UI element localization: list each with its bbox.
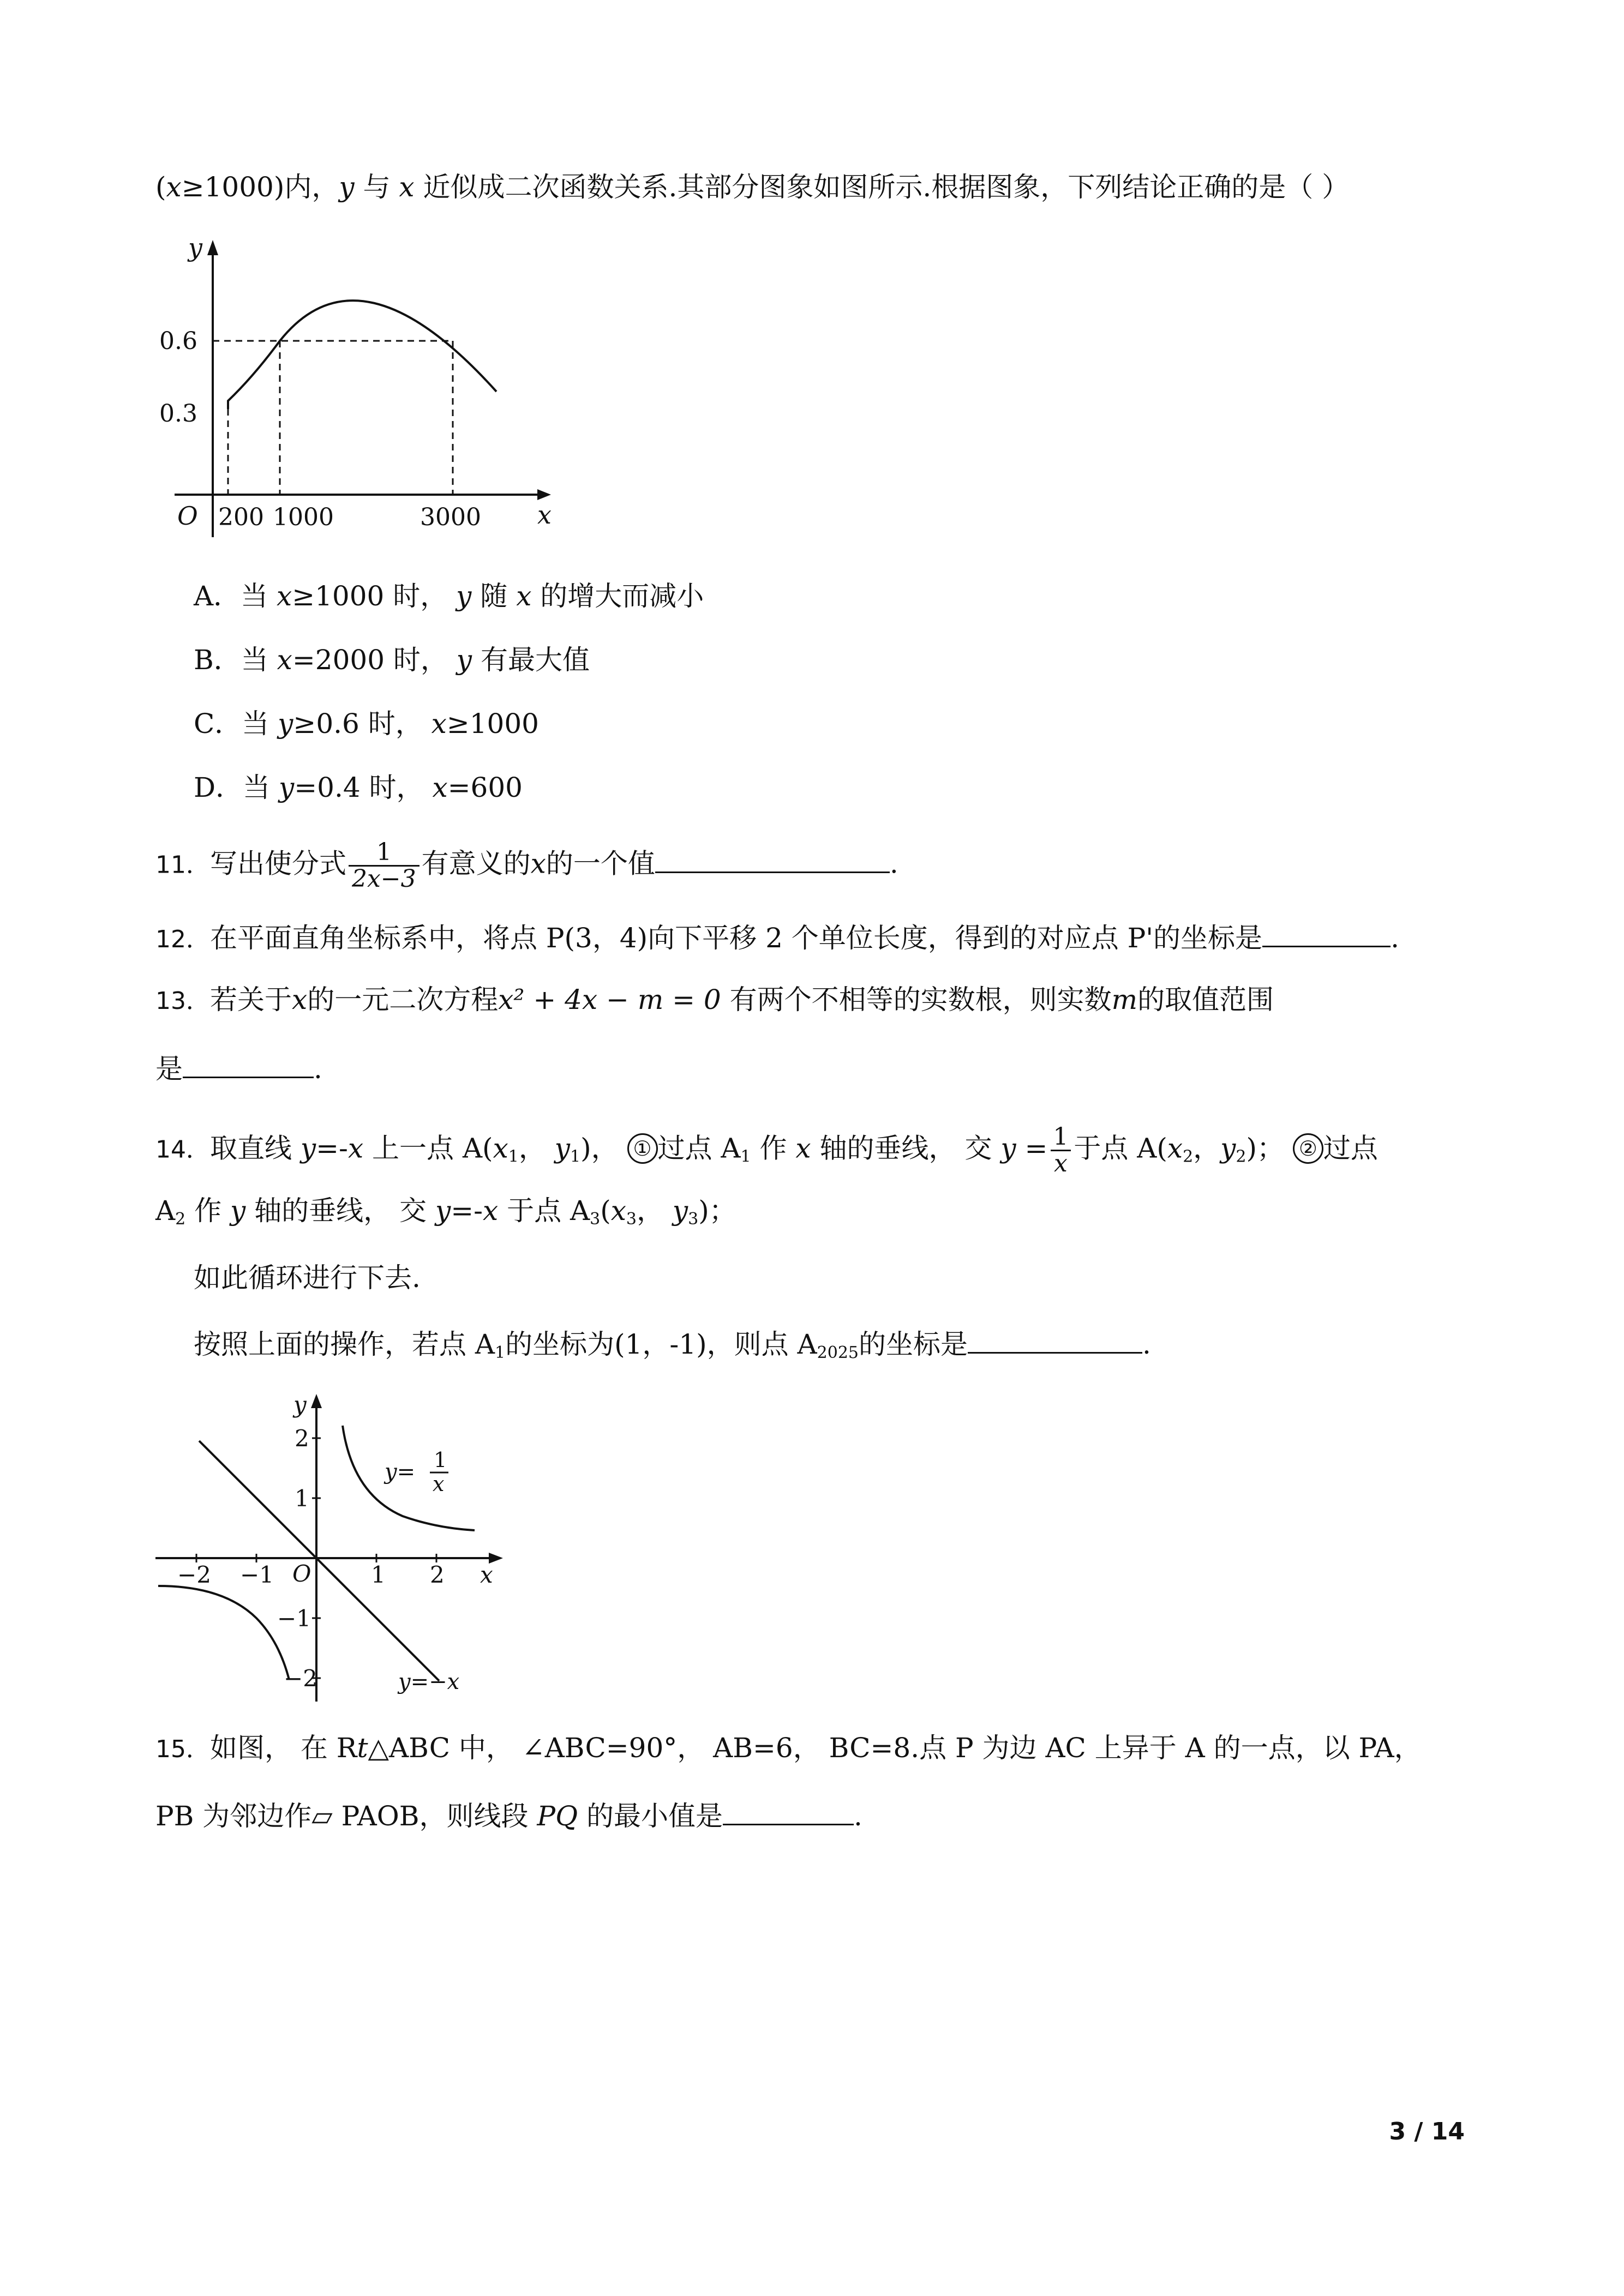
q14-graph-figure	[153, 1385, 524, 1712]
q14-graph-ytick-0: 2	[295, 1425, 309, 1452]
q12-answer-blank[interactable]	[1262, 922, 1391, 947]
q14-answer-blank[interactable]	[968, 1328, 1142, 1354]
q10-graph-xtick-0: 200	[218, 503, 264, 531]
q14-line-4: 按照上面的操作，若点 $A_1$的坐标为(1，-1)，则点 $A_{2025}$的坐标是 .	[194, 1329, 1151, 1362]
q14-graph-ytick-1: 1	[295, 1485, 309, 1512]
q14-graph-xtick-3: 2	[430, 1561, 445, 1588]
q10-graph-ytick-0: 0.6	[159, 327, 197, 355]
q12: 12．在平面直角坐标系中，将点 P(3，4)向下平移 2 个单位长度，得到的对应点 P'的坐标是 .	[155, 922, 1399, 954]
q11-answer-blank[interactable]	[655, 848, 890, 873]
q14-graph-xtick-1: −1	[240, 1561, 274, 1588]
q10-graph-xtick-2: 3000	[420, 503, 481, 531]
q14-graph-xtick-0: −2	[177, 1561, 211, 1588]
q15-line-1: 15．如图， 在 Rt△ABC 中， ∠ABC=90°， AB=6， BC=8.点 P 为边 AC 上异于 A 的一点，以 PA，	[155, 1732, 1422, 1764]
q14-line-2: $A_2$ 作 y 轴的垂线， 交 y=-x 于点 $A_3(x_3$， $y_3$)；	[155, 1195, 736, 1229]
q14-line-1: 14．取直线 y=-x 上一点 $A(x_1$， $y_1$)， ① 过点 $A_1$ 作 x 轴的垂线， 交 y = $\frac{1}{x}$ 于点 $A(x_2$，$y_2$)； ② 过点	[155, 1123, 1378, 1178]
q14-graph-ytick-2: −1	[277, 1605, 311, 1632]
q10-option-a: A．当 x≥1000 时， y 随 x 的增大而减小	[194, 580, 704, 612]
q10-graph-ytick-1: 0.3	[159, 400, 197, 428]
page-number: 3 / 14	[1389, 2118, 1465, 2145]
q10-option-b: B．当 x=2000 时， y 有最大值	[194, 644, 590, 676]
q11: 11．写出使分式 $\frac{1}{2x-3}$ 有意义的x的一个值 .	[155, 838, 898, 893]
q14-line-3: 如此循环进行下去.	[194, 1262, 421, 1294]
q10-option-d: D．当 y=0.4 时， x=600	[194, 772, 523, 803]
q10-graph-xtick-1: 1000	[273, 503, 334, 531]
q14-curve-label-lhs: y=	[385, 1459, 416, 1484]
q10-graph-origin: O	[177, 501, 198, 531]
q15-answer-blank[interactable]	[723, 1800, 854, 1825]
q11-fraction: $\frac{1}{2x-3}$	[349, 840, 420, 892]
q14-curve-label-den: x	[433, 1472, 445, 1496]
q13-answer-blank[interactable]	[183, 1053, 314, 1078]
q10-option-c: C．当 y≥0.6 时， x≥1000	[194, 708, 539, 740]
q10-stem: (x≥1000)内，y 与 x 近似成二次函数关系.其部分图象如图所示.根据图象，下列结论正确的是（ ）	[155, 171, 1350, 203]
q10-graph-figure	[158, 229, 573, 545]
q15-line-2: PB 为邻边作▱ PAOB，则线段 PQ 的最小值是 .	[155, 1800, 862, 1832]
q13-line-2: 是 .	[155, 1053, 322, 1085]
q14-graph-ytick-3: −2	[284, 1665, 317, 1692]
q14-graph-y-label: y	[293, 1391, 307, 1418]
q10-graph-y-label: y	[188, 233, 202, 262]
q13-line-1: 13．若关于x的一元二次方程x² + 4x − m = 0 有两个不相等的实数根，则实数m的取值范围	[155, 984, 1274, 1015]
q14-graph-origin: O	[292, 1560, 311, 1587]
q14-graph-xtick-2: 1	[371, 1561, 386, 1588]
q10-graph-x-label: x	[537, 500, 552, 530]
q14-graph-x-label: x	[480, 1561, 493, 1588]
q14-curve-label-num: 1	[434, 1448, 447, 1472]
q14-line-label: y=−x	[398, 1669, 460, 1694]
